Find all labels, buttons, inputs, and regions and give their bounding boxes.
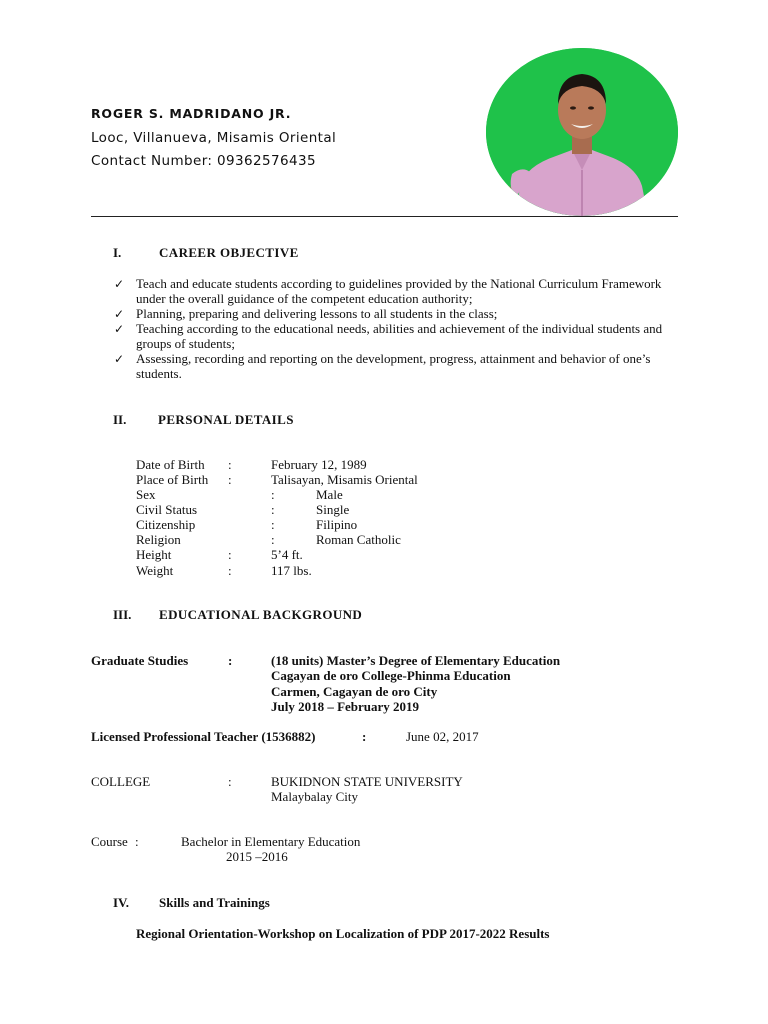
detail-colon: :	[228, 774, 232, 789]
person-portrait-icon	[486, 48, 678, 216]
applicant-address: Looc, Villanueva, Misamis Oriental	[91, 130, 337, 146]
course-label: Course	[91, 834, 128, 849]
course-years: 2015 –2016	[226, 849, 288, 864]
section-number-education: III.	[113, 607, 132, 622]
detail-colon: :	[228, 563, 232, 578]
section-number-skills: IV.	[113, 895, 130, 910]
detail-label-weight: Weight	[136, 563, 174, 578]
detail-value-civil-status: Single	[316, 502, 350, 517]
detail-label-date-of-birth: Date of Birth	[136, 457, 205, 472]
section-title-career: CAREER OBJECTIVE	[159, 245, 299, 260]
college-name: BUKIDNON STATE UNIVERSITY	[271, 774, 463, 789]
graduate-period: July 2018 – February 2019	[271, 699, 420, 714]
checkmark-icon: ✓	[114, 277, 125, 291]
applicant-name: ROGER S. MADRIDANO JR.	[91, 106, 292, 121]
checkmark-icon: ✓	[114, 352, 125, 366]
training-item: Regional Orientation-Workshop on Localization of PDP 2017-2022 Results	[136, 926, 550, 941]
section-number-personal: II.	[113, 412, 127, 427]
lpt-label: Licensed Professional Teacher (1536882)	[91, 729, 316, 744]
checkmark-icon: ✓	[114, 307, 125, 321]
profile-photo	[486, 48, 678, 216]
detail-label-sex: Sex	[136, 487, 156, 502]
objective-item: Planning, preparing and delivering lessons to all students in the class;	[136, 306, 498, 321]
detail-colon: :	[271, 487, 275, 502]
detail-value-citizenship: Filipino	[316, 517, 358, 532]
detail-colon: :	[228, 457, 232, 472]
course-value: Bachelor in Elementary Education	[181, 834, 361, 849]
objective-item: Assessing, recording and reporting on the development, progress, attainment and behavior of one’s students.	[136, 351, 651, 381]
detail-label-civil-status: Civil Status	[136, 502, 198, 517]
detail-label-citizenship: Citizenship	[136, 517, 196, 532]
section-title-skills: Skills and Trainings	[159, 895, 270, 910]
objective-item: Teach and educate students according to guidelines provided by the National Curriculum Framework under the overall guidance of the competent education authority;	[136, 276, 662, 306]
detail-label-religion: Religion	[136, 532, 181, 547]
checkmark-icon: ✓	[114, 322, 125, 336]
detail-colon: :	[271, 517, 275, 532]
college-label: COLLEGE	[91, 774, 151, 789]
lpt-date: June 02, 2017	[406, 729, 479, 744]
graduate-location: Carmen, Cagayan de oro City	[271, 684, 438, 699]
section-title-education: EDUCATIONAL BACKGROUND	[159, 607, 363, 622]
detail-value-weight: 117 lbs.	[271, 563, 312, 578]
detail-colon: :	[362, 729, 367, 744]
objective-item: Teaching according to the educational needs, abilities and achievement of the individual students and groups of students;	[136, 321, 663, 351]
detail-colon: :	[271, 502, 275, 517]
detail-colon: :	[135, 834, 139, 849]
section-title-personal: PERSONAL DETAILS	[158, 412, 294, 427]
graduate-degree: (18 units) Master’s Degree of Elementary Education	[271, 653, 561, 668]
contact-number: Contact Number: 09362576435	[91, 153, 316, 169]
detail-value-religion: Roman Catholic	[316, 532, 401, 547]
detail-label-place-of-birth: Place of Birth	[136, 472, 209, 487]
detail-colon: :	[228, 547, 232, 562]
section-number-career: I.	[113, 245, 122, 260]
detail-colon: :	[228, 472, 232, 487]
detail-value-place-of-birth: Talisayan, Misamis Oriental	[271, 472, 418, 487]
detail-colon: :	[271, 532, 275, 547]
college-city: Malaybalay City	[271, 789, 359, 804]
detail-value-date-of-birth: February 12, 1989	[271, 457, 367, 472]
graduate-studies-label: Graduate Studies	[91, 653, 189, 668]
graduate-school: Cagayan de oro College-Phinma Education	[271, 668, 511, 683]
detail-value-sex: Male	[316, 487, 343, 502]
detail-value-height: 5’4 ft.	[271, 547, 303, 562]
detail-colon: :	[228, 653, 233, 668]
header-divider	[91, 216, 678, 217]
detail-label-height: Height	[136, 547, 172, 562]
